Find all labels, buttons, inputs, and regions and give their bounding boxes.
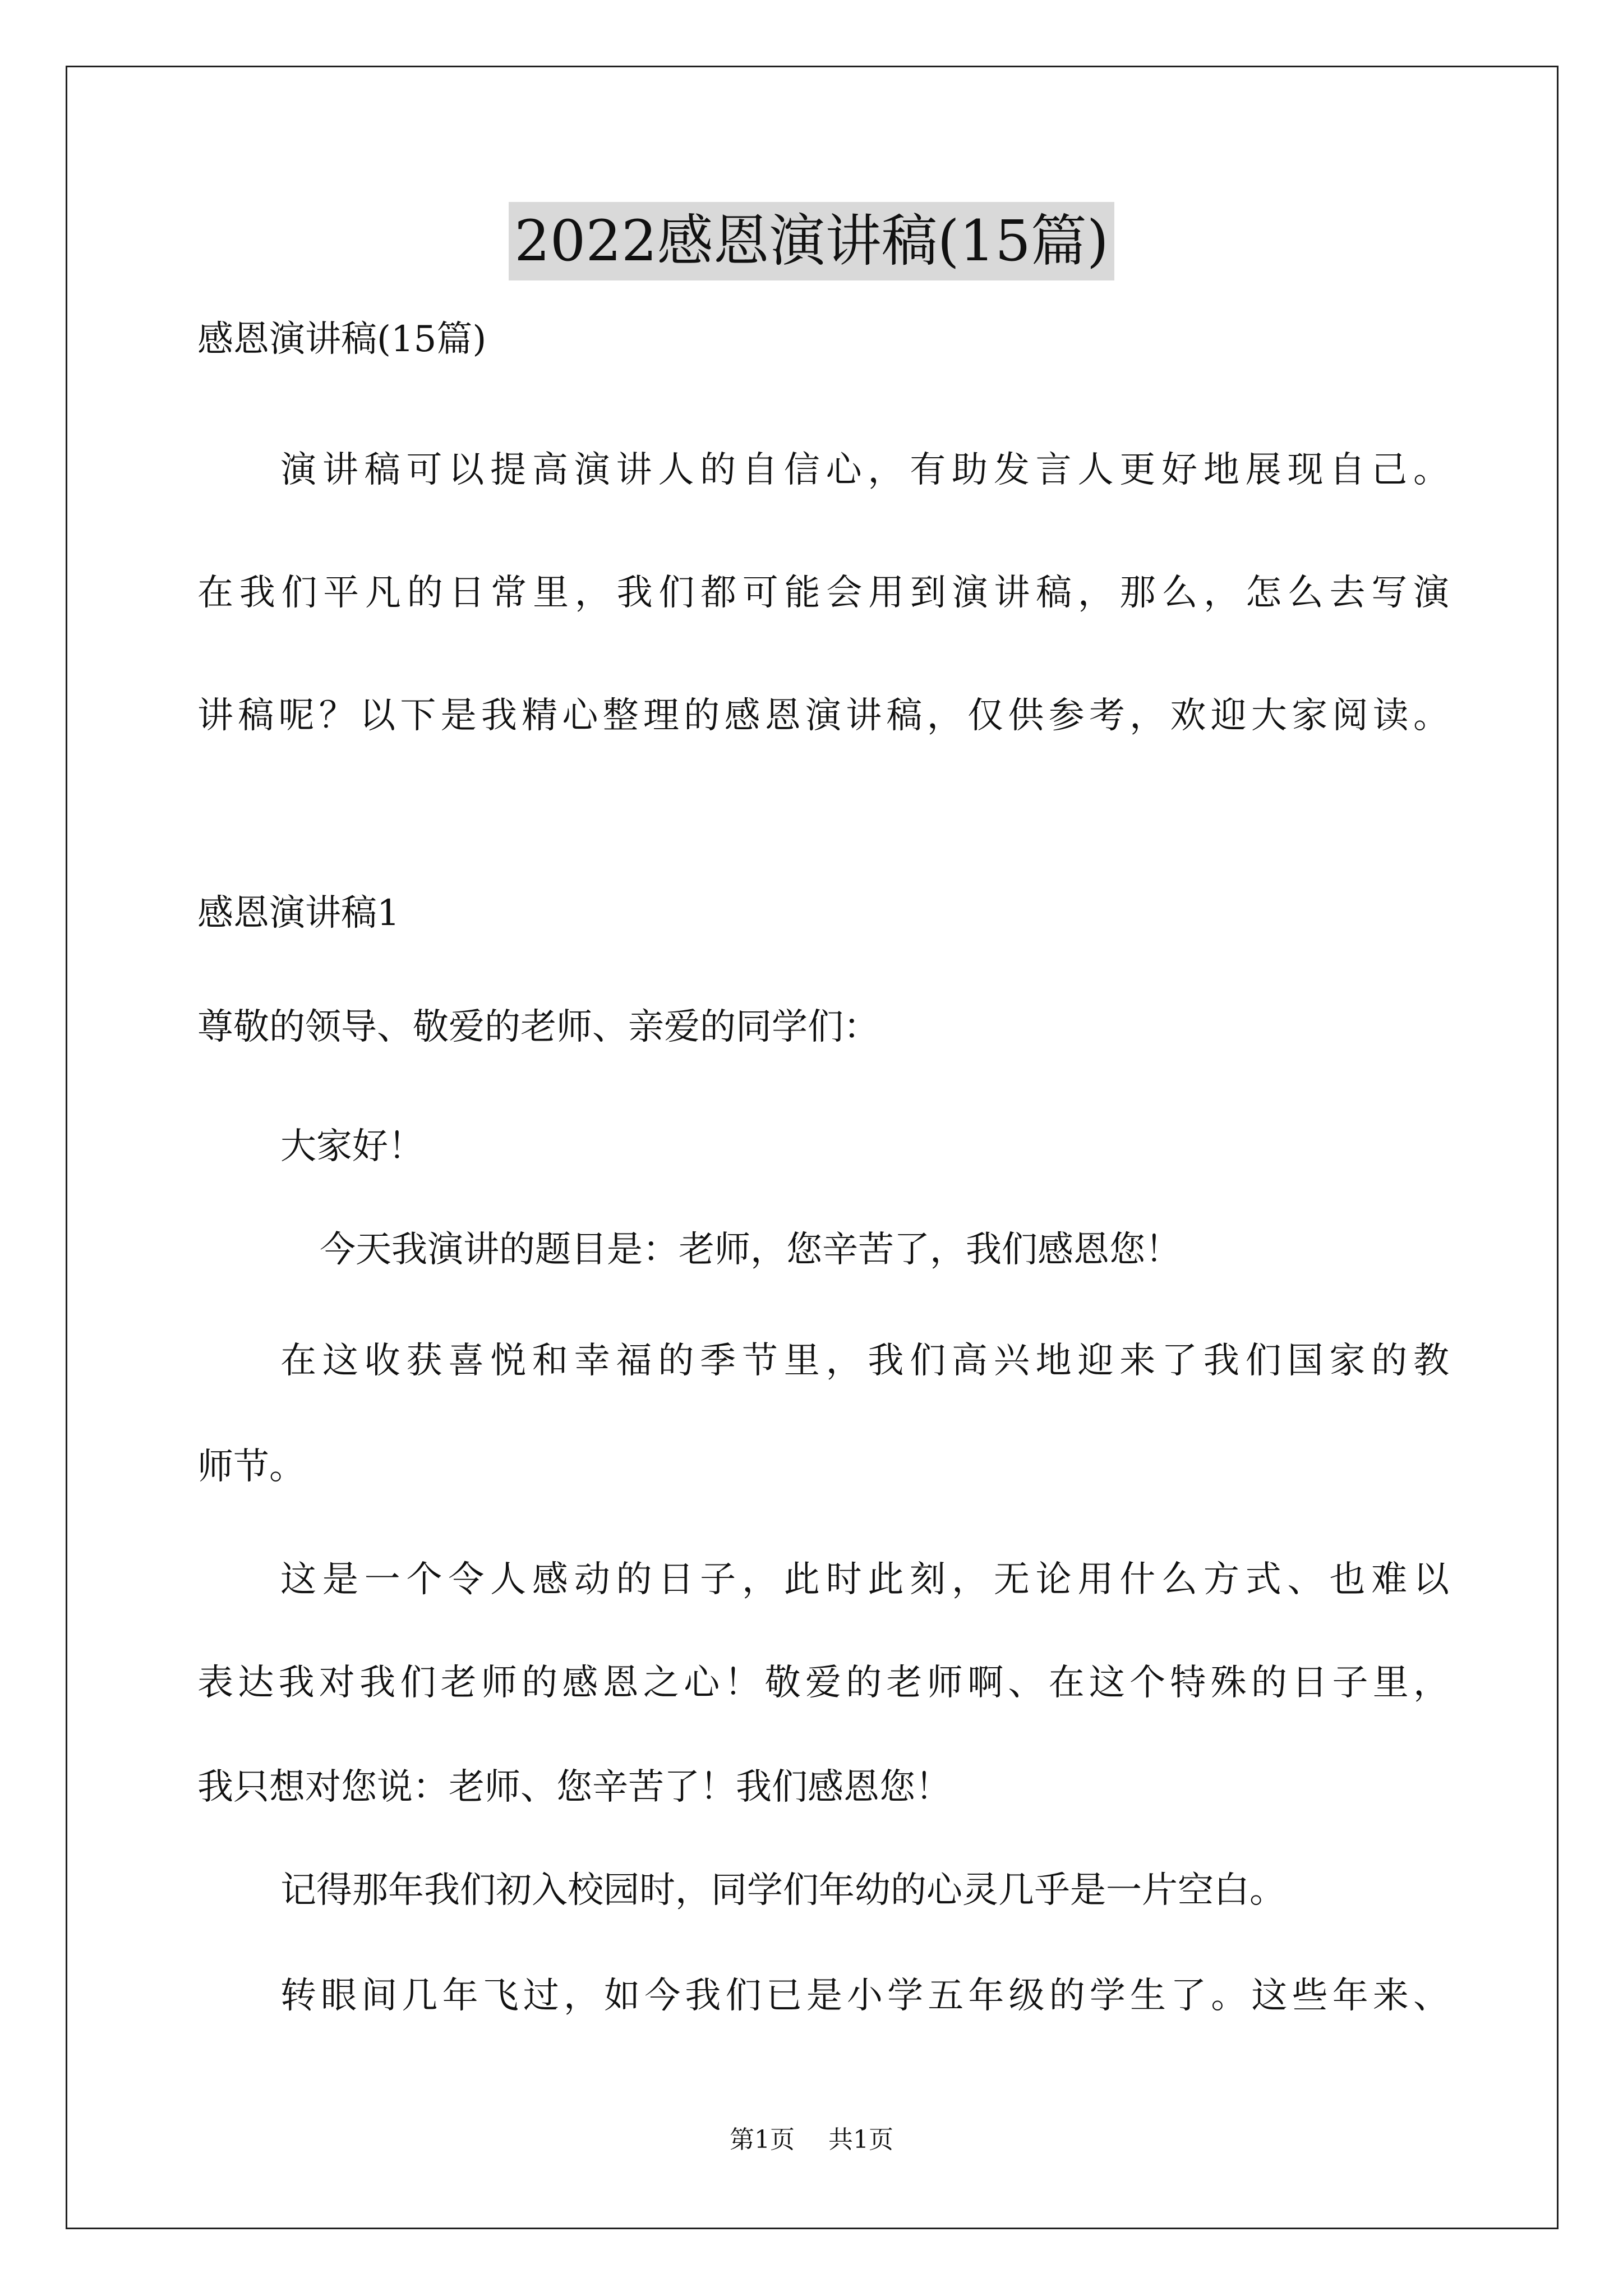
salutation: 尊敬的领导、敬爱的老师、亲爱的同学们：: [197, 1006, 879, 1048]
paragraph-1-line-1: 在这收获喜悦和幸福的季节里，我们高兴地迎来了我们国家的教: [280, 1340, 1449, 1382]
page-number-total: 共1页: [828, 2125, 893, 2154]
intro-line-1: 演讲稿可以提高演讲人的自信心，有助发言人更好地展现自己。: [280, 449, 1449, 491]
intro-line-2: 在我们平凡的日常里，我们都可能会用到演讲稿，那么，怎么去写演: [197, 572, 1449, 614]
paragraph-4: 转眼间几年飞过，如今我们已是小学五年级的学生了。这些年来、: [280, 1975, 1449, 2017]
paragraph-2-line-1: 这是一个令人感动的日子，此时此刻，无论用什么方式、也难以: [280, 1559, 1449, 1600]
intro-line-3: 讲稿呢？以下是我精心整理的感恩演讲稿，仅供参考，欢迎大家阅读。: [197, 695, 1449, 737]
section-heading: 感恩演讲稿1: [197, 892, 400, 934]
paragraph-2-line-3: 我只想对您说：老师、您辛苦了！我们感恩您！: [197, 1766, 951, 1808]
subtitle: 感恩演讲稿(15篇): [197, 319, 487, 360]
title-container: [0, 202, 1623, 280]
paragraph-3: 记得那年我们初入校园时，同学们年幼的心灵几乎是一片空白。: [280, 1870, 1285, 1911]
page-number-current: 第1页: [730, 2125, 795, 2154]
page-footer: [0, 2123, 1623, 2157]
paragraph-2-line-2: 表达我对我们老师的感恩之心！敬爱的老师啊、在这个特殊的日子里，: [197, 1662, 1449, 1704]
document-title: 2022感恩演讲稿(15篇): [509, 202, 1114, 280]
greeting: 大家好！: [280, 1126, 424, 1167]
topic-line: 今天我演讲的题目是：老师，您辛苦了，我们感恩您！: [320, 1229, 1181, 1271]
paragraph-1-line-2: 师节。: [197, 1446, 305, 1488]
